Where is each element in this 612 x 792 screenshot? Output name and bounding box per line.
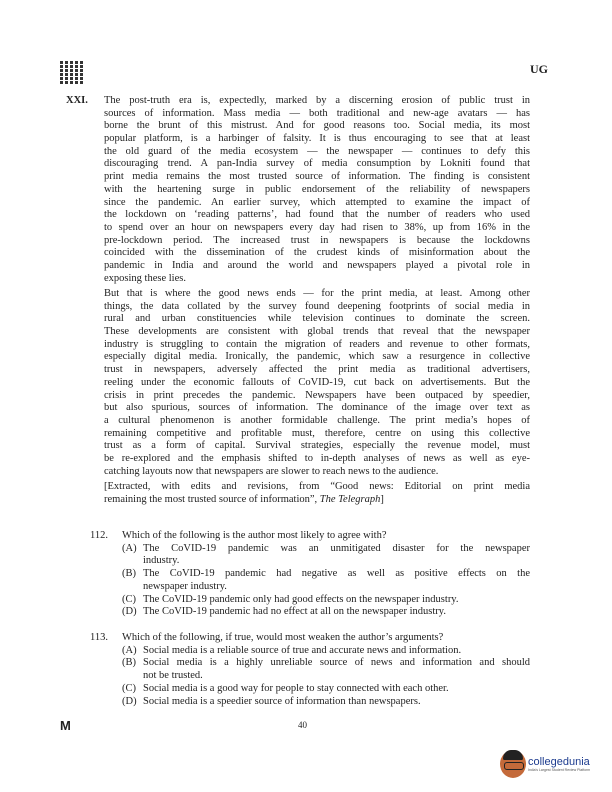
question-text: Which of the following, if true, would most weaken the author’s arguments? [122,632,444,643]
brand-name: collegedunia [528,756,590,768]
option-text: The CoVID-19 pandemic was an unmitigated disaster for the newspaper [143,542,530,554]
passage-line: pandemic in India and around the world and newspapers played a pivotal role in [104,259,530,271]
passage-line: print media remains the most trusted source of information. The finding is consistent [104,171,530,183]
option-label: (B) [122,657,136,669]
passage-line: but also spurious, sources of information. The dominance of the image over text as [104,402,530,414]
option-text: The CoVID-19 pandemic had negative as well as positive effects on the [143,568,530,580]
option-text: The CoVID-19 pandemic only had good effects on the newspaper industry. [143,593,459,605]
citation-line [104,494,530,507]
option-text: not be trusted. [143,670,203,682]
passage-line: trust in newspapers, adversely affected the print media as traditional advertisers, [104,364,530,376]
passage-line: things, the data collated by the survey found deepening footprints of social media in [104,300,530,312]
passage-line: But that is where the good news ends — for the print media, at least. Among other [104,288,530,299]
passage-line: rural and urban constituencies while television continues to dominate the screen. [104,313,530,325]
passage-line: the old guard of the media ecosystem — the newspaper — continues to defy this [104,145,530,157]
passage-line: borne the brunt of this mistrust. And for good reasons too. Social media, its most [104,120,530,132]
option-label: (A) [122,644,137,656]
passage-line: be re-explored and the emphasis shifted to in-depth analyses of news as well as eye- [104,452,530,464]
citation-source: The Telegraph [319,493,381,505]
passage-line: coincided with the dissemination of the crudest kinds of misinformation about the [104,247,530,259]
option-label: (C) [122,682,136,694]
passage-line: catching layouts now that newspapers are slower to reach news to the audience. [104,465,439,477]
citation [104,481,530,506]
set-label: M [60,718,71,733]
passage-line: since the pandemic. An earlier survey, which attempted to examine the impact of [104,196,530,208]
option-text: Social media is a good way for people to stay connected with each other. [143,682,449,694]
option-label: (D) [122,606,137,618]
option-text: The CoVID-19 pandemic had no effect at all on the newspaper industry. [143,606,446,618]
option-text: Social media is a reliable source of true and accurate news and information. [143,644,462,656]
option-label: (D) [122,695,137,707]
passage-line: to spend over an hour on newspapers every day had risen to 38%, up from 16% in the [104,221,530,233]
option-label: (A) [122,542,137,554]
question-text: Which of the following is the author most likely to agree with? [122,530,387,541]
option-text: newspaper industry. [143,580,227,592]
passage-line: crisis in print precedes the pandemic. Newspapers have been outpaced by speedier, [104,389,530,401]
passage-line: exposing these lies. [104,272,186,284]
passage-line: trust as a form of capital. Survival strategies, especially the revenue model, must [104,440,530,452]
question-number: 113. [90,632,108,643]
passage-line: pre-lockdown period. The increased trust in newspapers is because the lockdowns [104,234,530,246]
passage-line: reeling under the economic fallouts of CoVID-19, cut back on advertisements. But the [104,376,530,388]
passage-line: remaining competitive and profitable must, therefore, centre on using this collective [104,427,530,439]
citation-text: remaining the most trusted source of information”, [104,493,320,505]
option-label: (C) [122,593,136,605]
passage-line: industry is struggling to contain the migration of readers and revenue to other formats, [104,338,530,350]
passage-line: popular platform, is a harbinger of falsity. It is thus encouraging to see that at least [104,133,530,145]
question-number: 112. [90,530,108,541]
page-number: 40 [298,720,307,730]
citation-line: [Extracted, with edits and revisions, from “Good news: Editorial on print media [104,481,530,492]
passage-line: especially digital media. Ironically, the pandemic, which saw a resurgence in collective [104,351,530,363]
section-label: XXI. [66,95,88,106]
paper-code: UG [530,62,548,76]
passage-line: with the heartening surge in public endorsement of the reliability of newspapers [104,183,530,195]
passage-line: The post-truth era is, expectedly, marked by a discerning erosion of public trust in [104,95,530,106]
passage-paragraph-1 [104,95,530,285]
passage-line: the lockdown on ‘reading patterns’, had found that the number of readers who used [104,209,530,221]
passage-paragraph-2 [104,288,530,478]
option-text: industry. [143,555,180,567]
passage-line: These developments are consistent with global trends that reveal that the newspaper [104,326,530,338]
option-label: (B) [122,568,136,580]
watermark-logo [500,750,590,778]
citation-end: ] [380,493,384,505]
brand-tagline: India's Largest Student Review Platform [528,768,591,772]
barcode-icon [60,60,84,84]
passage-line: discouraging trend. A pan-India survey of media consumption by Lokniti found that [104,158,530,170]
option-text: Social media is a highly unreliable source of news and information and should [143,657,530,669]
passage-line: sources of information. Mass media — both traditional and new-age avatars — has [104,107,530,119]
passage-line: a cultural phenomenon is another formidable challenge. The print media’s hopes of [104,414,530,426]
mascot-icon [500,750,526,778]
option-text: Social media is a speedier source of information than newspapers. [143,695,421,707]
